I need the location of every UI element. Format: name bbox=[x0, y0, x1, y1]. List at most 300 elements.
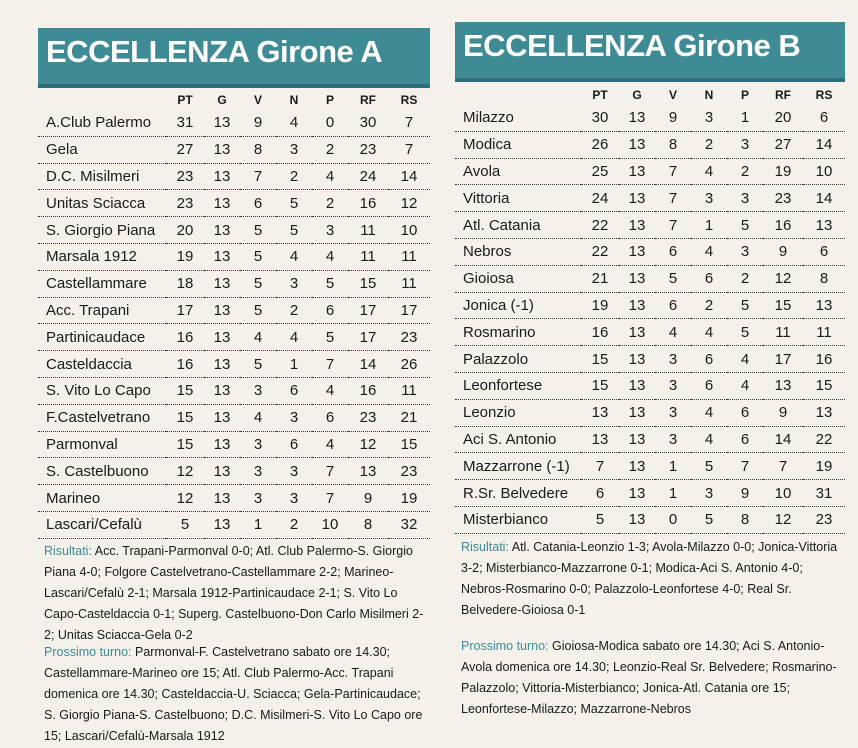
table-row bbox=[38, 511, 430, 538]
girone-b-next-round bbox=[461, 636, 845, 720]
goals-against: 7 bbox=[388, 110, 430, 136]
goals-against: 23 bbox=[388, 458, 430, 485]
column-header: V bbox=[253, 93, 262, 107]
drawn: 3 bbox=[276, 404, 312, 431]
drawn: 3 bbox=[276, 136, 312, 163]
girone-b-header bbox=[455, 22, 845, 82]
goals-for: 17 bbox=[348, 297, 388, 324]
table-row bbox=[38, 190, 430, 217]
goals-for: 9 bbox=[763, 399, 803, 426]
team-name: Unitas Sciacca bbox=[38, 190, 166, 217]
lost: 3 bbox=[312, 217, 348, 244]
played: 13 bbox=[619, 238, 655, 265]
goals-against: 11 bbox=[803, 319, 845, 346]
girone-a-next-round bbox=[44, 642, 430, 747]
lost: 4 bbox=[312, 431, 348, 458]
points: 27 bbox=[166, 136, 204, 163]
lost: 10 bbox=[312, 511, 348, 538]
drawn: 6 bbox=[276, 377, 312, 404]
won: 5 bbox=[240, 217, 276, 244]
won: 1 bbox=[655, 453, 691, 480]
lost: 5 bbox=[727, 319, 763, 346]
won: 3 bbox=[655, 372, 691, 399]
goals-against: 11 bbox=[388, 377, 430, 404]
girone-b-title: ECCELLENZA Girone B bbox=[463, 28, 801, 63]
points: 22 bbox=[581, 212, 619, 239]
won: 3 bbox=[240, 485, 276, 512]
points: 25 bbox=[581, 158, 619, 185]
girone-b-rows bbox=[455, 105, 845, 533]
team-name: S. Castelbuono bbox=[38, 458, 166, 485]
team-name: S. Vito Lo Capo bbox=[38, 377, 166, 404]
points: 20 bbox=[166, 217, 204, 244]
table-row bbox=[38, 431, 430, 458]
lost: 6 bbox=[312, 404, 348, 431]
table-row bbox=[455, 292, 845, 319]
drawn: 4 bbox=[691, 399, 727, 426]
points: 7 bbox=[581, 453, 619, 480]
goals-against: 13 bbox=[803, 212, 845, 239]
girone-a-title: ECCELLENZA Girone A bbox=[46, 34, 383, 69]
table-row bbox=[38, 270, 430, 297]
played: 13 bbox=[619, 212, 655, 239]
lost: 7 bbox=[312, 351, 348, 378]
points: 15 bbox=[581, 346, 619, 373]
drawn: 6 bbox=[276, 431, 312, 458]
table-row bbox=[455, 399, 845, 426]
column-header: RS bbox=[815, 88, 833, 102]
table-row bbox=[38, 485, 430, 512]
team-name: Parmonval bbox=[38, 431, 166, 458]
girone-b-standings-table bbox=[455, 85, 845, 534]
team-name: Gela bbox=[38, 136, 166, 163]
played: 13 bbox=[619, 158, 655, 185]
goals-against: 23 bbox=[803, 506, 845, 533]
drawn: 2 bbox=[691, 292, 727, 319]
goals-against: 19 bbox=[803, 453, 845, 480]
table-row bbox=[38, 404, 430, 431]
drawn: 4 bbox=[276, 243, 312, 270]
goals-for: 15 bbox=[348, 270, 388, 297]
lost: 7 bbox=[312, 458, 348, 485]
drawn: 6 bbox=[691, 372, 727, 399]
girone-a-header-row bbox=[38, 90, 430, 110]
points: 18 bbox=[166, 270, 204, 297]
won: 6 bbox=[655, 292, 691, 319]
drawn: 4 bbox=[691, 238, 727, 265]
goals-for: 13 bbox=[763, 372, 803, 399]
drawn: 2 bbox=[691, 131, 727, 158]
points: 23 bbox=[166, 190, 204, 217]
lost: 5 bbox=[727, 292, 763, 319]
drawn: 5 bbox=[276, 190, 312, 217]
points: 15 bbox=[166, 431, 204, 458]
won: 7 bbox=[655, 185, 691, 212]
won: 0 bbox=[655, 506, 691, 533]
goals-for: 23 bbox=[763, 185, 803, 212]
drawn: 4 bbox=[691, 426, 727, 453]
lost: 3 bbox=[727, 185, 763, 212]
played: 13 bbox=[204, 190, 240, 217]
played: 13 bbox=[619, 185, 655, 212]
points: 21 bbox=[581, 265, 619, 292]
goals-for: 30 bbox=[348, 110, 388, 136]
played: 13 bbox=[619, 480, 655, 507]
goals-against: 11 bbox=[388, 270, 430, 297]
team-name: Rosmarino bbox=[455, 319, 581, 346]
next-round-text: Gioiosa-Modica sabato ore 14.30; Aci S. Antonio-Avola domenica ore 14.30; Leonzio-Real Sr. Belvedere; Rosmarino-Palazzolo; Vittoria-Misterbianco; Jonica-Atl. Catania ore 15; Leonfortese-Milazzo; Mazzarrone-Nebros bbox=[461, 639, 837, 716]
team-name: Leonfortese bbox=[455, 372, 581, 399]
lost: 4 bbox=[312, 163, 348, 190]
points: 23 bbox=[166, 163, 204, 190]
points: 15 bbox=[581, 372, 619, 399]
goals-for: 14 bbox=[348, 351, 388, 378]
goals-for: 12 bbox=[763, 265, 803, 292]
team-name: Vittoria bbox=[455, 185, 581, 212]
played: 13 bbox=[204, 485, 240, 512]
points: 5 bbox=[166, 511, 204, 538]
goals-for: 7 bbox=[763, 453, 803, 480]
goals-for: 9 bbox=[763, 238, 803, 265]
team-name: Lascari/Cefalù bbox=[38, 511, 166, 538]
played: 13 bbox=[204, 458, 240, 485]
column-header: PT bbox=[177, 93, 193, 107]
team-name: Misterbianco bbox=[455, 506, 581, 533]
goals-against: 10 bbox=[388, 217, 430, 244]
played: 13 bbox=[204, 431, 240, 458]
won: 3 bbox=[240, 377, 276, 404]
team-name: Partinicaudace bbox=[38, 324, 166, 351]
points: 16 bbox=[166, 324, 204, 351]
won: 7 bbox=[655, 212, 691, 239]
next-round-label: Prossimo turno: bbox=[461, 639, 549, 653]
won: 4 bbox=[240, 404, 276, 431]
lost: 0 bbox=[312, 110, 348, 136]
lost: 8 bbox=[727, 506, 763, 533]
points: 5 bbox=[581, 506, 619, 533]
table-row bbox=[455, 238, 845, 265]
column-header: N bbox=[289, 93, 299, 107]
points: 12 bbox=[166, 485, 204, 512]
points: 16 bbox=[166, 351, 204, 378]
goals-against: 6 bbox=[803, 105, 845, 131]
column-header: RS bbox=[400, 93, 418, 107]
lost: 7 bbox=[727, 453, 763, 480]
drawn: 5 bbox=[691, 506, 727, 533]
table-row bbox=[455, 105, 845, 131]
results-text: Atl. Catania-Leonzio 1-3; Avola-Milazzo 0-0; Jonica-Vittoria 3-2; Misterbianco-Mazzarrone 0-1; Modica-Aci S. Antonio 4-0; Nebros-Rosmarino 0-0; Palazzolo-Leonfortese 4-0; Real Sr. Belvedere-Gioiosa 0-1 bbox=[461, 540, 838, 617]
lost: 6 bbox=[727, 399, 763, 426]
lost: 2 bbox=[312, 136, 348, 163]
table-row bbox=[38, 217, 430, 244]
team-name: Gioiosa bbox=[455, 265, 581, 292]
goals-against: 14 bbox=[803, 185, 845, 212]
won: 8 bbox=[240, 136, 276, 163]
won: 9 bbox=[240, 110, 276, 136]
table-row bbox=[455, 426, 845, 453]
goals-for: 10 bbox=[763, 480, 803, 507]
goals-against: 14 bbox=[803, 131, 845, 158]
goals-for: 16 bbox=[348, 190, 388, 217]
drawn: 4 bbox=[691, 158, 727, 185]
drawn: 2 bbox=[276, 511, 312, 538]
team-name: Jonica (-1) bbox=[455, 292, 581, 319]
drawn: 4 bbox=[691, 319, 727, 346]
team-name: Leonzio bbox=[455, 399, 581, 426]
played: 13 bbox=[204, 110, 240, 136]
won: 9 bbox=[655, 105, 691, 131]
played: 13 bbox=[204, 377, 240, 404]
goals-against: 16 bbox=[803, 346, 845, 373]
column-header: P bbox=[325, 93, 334, 107]
goals-for: 11 bbox=[348, 217, 388, 244]
won: 5 bbox=[240, 297, 276, 324]
drawn: 5 bbox=[276, 217, 312, 244]
goals-against: 15 bbox=[388, 431, 430, 458]
team-name: Palazzolo bbox=[455, 346, 581, 373]
won: 4 bbox=[240, 324, 276, 351]
column-header: G bbox=[632, 88, 642, 102]
table-row bbox=[38, 136, 430, 163]
lost: 7 bbox=[312, 485, 348, 512]
column-header: G bbox=[217, 93, 227, 107]
won: 5 bbox=[240, 351, 276, 378]
girone-a-results bbox=[44, 541, 430, 646]
won: 4 bbox=[655, 319, 691, 346]
goals-against: 21 bbox=[388, 404, 430, 431]
lost: 1 bbox=[727, 105, 763, 131]
won: 5 bbox=[240, 243, 276, 270]
goals-against: 26 bbox=[388, 351, 430, 378]
team-name: Modica bbox=[455, 131, 581, 158]
lost: 3 bbox=[727, 238, 763, 265]
drawn: 3 bbox=[691, 480, 727, 507]
points: 15 bbox=[166, 377, 204, 404]
table-row bbox=[455, 131, 845, 158]
table-row bbox=[38, 324, 430, 351]
drawn: 1 bbox=[691, 212, 727, 239]
goals-against: 12 bbox=[388, 190, 430, 217]
won: 3 bbox=[240, 431, 276, 458]
goals-for: 8 bbox=[348, 511, 388, 538]
team-name: Aci S. Antonio bbox=[455, 426, 581, 453]
drawn: 2 bbox=[276, 163, 312, 190]
drawn: 6 bbox=[691, 265, 727, 292]
lost: 5 bbox=[312, 270, 348, 297]
won: 6 bbox=[240, 190, 276, 217]
points: 26 bbox=[581, 131, 619, 158]
goals-against: 19 bbox=[388, 485, 430, 512]
team-name: Nebros bbox=[455, 238, 581, 265]
drawn: 3 bbox=[691, 105, 727, 131]
won: 8 bbox=[655, 131, 691, 158]
goals-for: 16 bbox=[763, 212, 803, 239]
table-row bbox=[38, 351, 430, 378]
table-row bbox=[455, 185, 845, 212]
drawn: 3 bbox=[276, 485, 312, 512]
goals-against: 6 bbox=[803, 238, 845, 265]
played: 13 bbox=[619, 346, 655, 373]
played: 13 bbox=[204, 217, 240, 244]
team-column-header bbox=[455, 85, 581, 105]
goals-for: 16 bbox=[348, 377, 388, 404]
played: 13 bbox=[619, 426, 655, 453]
goals-for: 11 bbox=[348, 243, 388, 270]
team-name: Marsala 1912 bbox=[38, 243, 166, 270]
played: 13 bbox=[619, 292, 655, 319]
girone-b-results bbox=[461, 537, 845, 621]
goals-for: 27 bbox=[763, 131, 803, 158]
team-name: A.Club Palermo bbox=[38, 110, 166, 136]
goals-against: 10 bbox=[803, 158, 845, 185]
drawn: 5 bbox=[691, 453, 727, 480]
points: 13 bbox=[581, 426, 619, 453]
drawn: 4 bbox=[276, 110, 312, 136]
goals-against: 13 bbox=[803, 399, 845, 426]
lost: 2 bbox=[727, 265, 763, 292]
points: 13 bbox=[581, 399, 619, 426]
won: 1 bbox=[655, 480, 691, 507]
lost: 4 bbox=[727, 346, 763, 373]
goals-for: 17 bbox=[348, 324, 388, 351]
goals-against: 14 bbox=[388, 163, 430, 190]
goals-for: 23 bbox=[348, 136, 388, 163]
team-name: S. Giorgio Piana bbox=[38, 217, 166, 244]
won: 5 bbox=[655, 265, 691, 292]
points: 30 bbox=[581, 105, 619, 131]
goals-for: 12 bbox=[348, 431, 388, 458]
played: 13 bbox=[619, 453, 655, 480]
won: 1 bbox=[240, 511, 276, 538]
won: 5 bbox=[240, 270, 276, 297]
points: 24 bbox=[581, 185, 619, 212]
goals-against: 22 bbox=[803, 426, 845, 453]
team-name: Avola bbox=[455, 158, 581, 185]
next-round-text: Parmonval-F. Castelvetrano sabato ore 14.30; Castellammare-Marineo ore 15; Atl. Club Palermo-Acc. Trapani domenica ore 14.30; Casteldaccia-U. Sciacca; Gela-Partinicaudace; S. Giorgio Piana-S. Castelbuono; D.C. Misilmeri-S. Vito Lo Capo ore 15; Lascari/Cefalù-Marsala 1912 bbox=[44, 645, 423, 743]
table-row bbox=[455, 453, 845, 480]
drawn: 6 bbox=[691, 346, 727, 373]
column-header: RF bbox=[360, 93, 376, 107]
drawn: 2 bbox=[276, 297, 312, 324]
goals-for: 9 bbox=[348, 485, 388, 512]
lost: 9 bbox=[727, 480, 763, 507]
goals-against: 13 bbox=[803, 292, 845, 319]
won: 6 bbox=[655, 238, 691, 265]
played: 13 bbox=[204, 404, 240, 431]
team-column-header bbox=[38, 90, 166, 110]
table-row bbox=[38, 458, 430, 485]
table-row bbox=[455, 506, 845, 533]
lost: 5 bbox=[727, 212, 763, 239]
girone-a-header bbox=[38, 28, 430, 88]
played: 13 bbox=[619, 265, 655, 292]
table-row bbox=[38, 243, 430, 270]
table-row bbox=[455, 346, 845, 373]
lost: 6 bbox=[312, 297, 348, 324]
played: 13 bbox=[619, 105, 655, 131]
table-row bbox=[455, 480, 845, 507]
goals-for: 13 bbox=[348, 458, 388, 485]
played: 13 bbox=[204, 324, 240, 351]
team-name: D.C. Misilmeri bbox=[38, 163, 166, 190]
team-name: Acc. Trapani bbox=[38, 297, 166, 324]
table-row bbox=[38, 163, 430, 190]
goals-against: 23 bbox=[388, 324, 430, 351]
column-header: P bbox=[740, 88, 749, 102]
team-name: Milazzo bbox=[455, 105, 581, 131]
goals-against: 32 bbox=[388, 511, 430, 538]
played: 13 bbox=[204, 136, 240, 163]
results-label: Risultati: bbox=[44, 544, 92, 558]
won: 3 bbox=[655, 426, 691, 453]
points: 31 bbox=[166, 110, 204, 136]
points: 16 bbox=[581, 319, 619, 346]
played: 13 bbox=[204, 511, 240, 538]
goals-for: 24 bbox=[348, 163, 388, 190]
won: 3 bbox=[240, 458, 276, 485]
won: 7 bbox=[240, 163, 276, 190]
results-label: Risultati: bbox=[461, 540, 509, 554]
points: 17 bbox=[166, 297, 204, 324]
points: 15 bbox=[166, 404, 204, 431]
drawn: 4 bbox=[276, 324, 312, 351]
goals-for: 12 bbox=[763, 506, 803, 533]
lost: 4 bbox=[312, 377, 348, 404]
played: 13 bbox=[204, 270, 240, 297]
goals-for: 11 bbox=[763, 319, 803, 346]
goals-for: 17 bbox=[763, 346, 803, 373]
drawn: 1 bbox=[276, 351, 312, 378]
team-name: Atl. Catania bbox=[455, 212, 581, 239]
played: 13 bbox=[204, 351, 240, 378]
goals-against: 11 bbox=[388, 243, 430, 270]
goals-against: 17 bbox=[388, 297, 430, 324]
drawn: 3 bbox=[276, 458, 312, 485]
goals-for: 15 bbox=[763, 292, 803, 319]
goals-for: 14 bbox=[763, 426, 803, 453]
played: 13 bbox=[619, 506, 655, 533]
table-row bbox=[38, 297, 430, 324]
table-row bbox=[455, 158, 845, 185]
lost: 3 bbox=[727, 131, 763, 158]
team-name: Marineo bbox=[38, 485, 166, 512]
next-round-label: Prossimo turno: bbox=[44, 645, 132, 659]
team-name: R.Sr. Belvedere bbox=[455, 480, 581, 507]
table-row bbox=[455, 212, 845, 239]
lost: 2 bbox=[312, 190, 348, 217]
won: 3 bbox=[655, 346, 691, 373]
table-row bbox=[455, 319, 845, 346]
team-name: F.Castelvetrano bbox=[38, 404, 166, 431]
lost: 2 bbox=[727, 158, 763, 185]
played: 13 bbox=[619, 131, 655, 158]
column-header: N bbox=[704, 88, 714, 102]
team-name: Mazzarrone (-1) bbox=[455, 453, 581, 480]
column-header: PT bbox=[592, 88, 608, 102]
played: 13 bbox=[619, 372, 655, 399]
results-text: Acc. Trapani-Parmonval 0-0; Atl. Club Palermo-S. Giorgio Piana 4-0; Folgore Castelvetrano-Castellammare 2-2; Marineo-Lascari/Cefalù 2-1; Marsala 1912-Partinicaudace 2-1; S. Vito Lo Capo-Casteldaccia 0-1; Superg. Castelbuono-Don Carlo Misilmeri 2-2; Unitas Sciacca-Gela 0-2 bbox=[44, 544, 424, 642]
goals-against: 7 bbox=[388, 136, 430, 163]
played: 13 bbox=[619, 319, 655, 346]
points: 12 bbox=[166, 458, 204, 485]
points: 19 bbox=[166, 243, 204, 270]
girone-a-rows bbox=[38, 110, 430, 538]
won: 3 bbox=[655, 399, 691, 426]
lost: 4 bbox=[312, 243, 348, 270]
team-name: Casteldaccia bbox=[38, 351, 166, 378]
played: 13 bbox=[204, 163, 240, 190]
lost: 4 bbox=[727, 372, 763, 399]
